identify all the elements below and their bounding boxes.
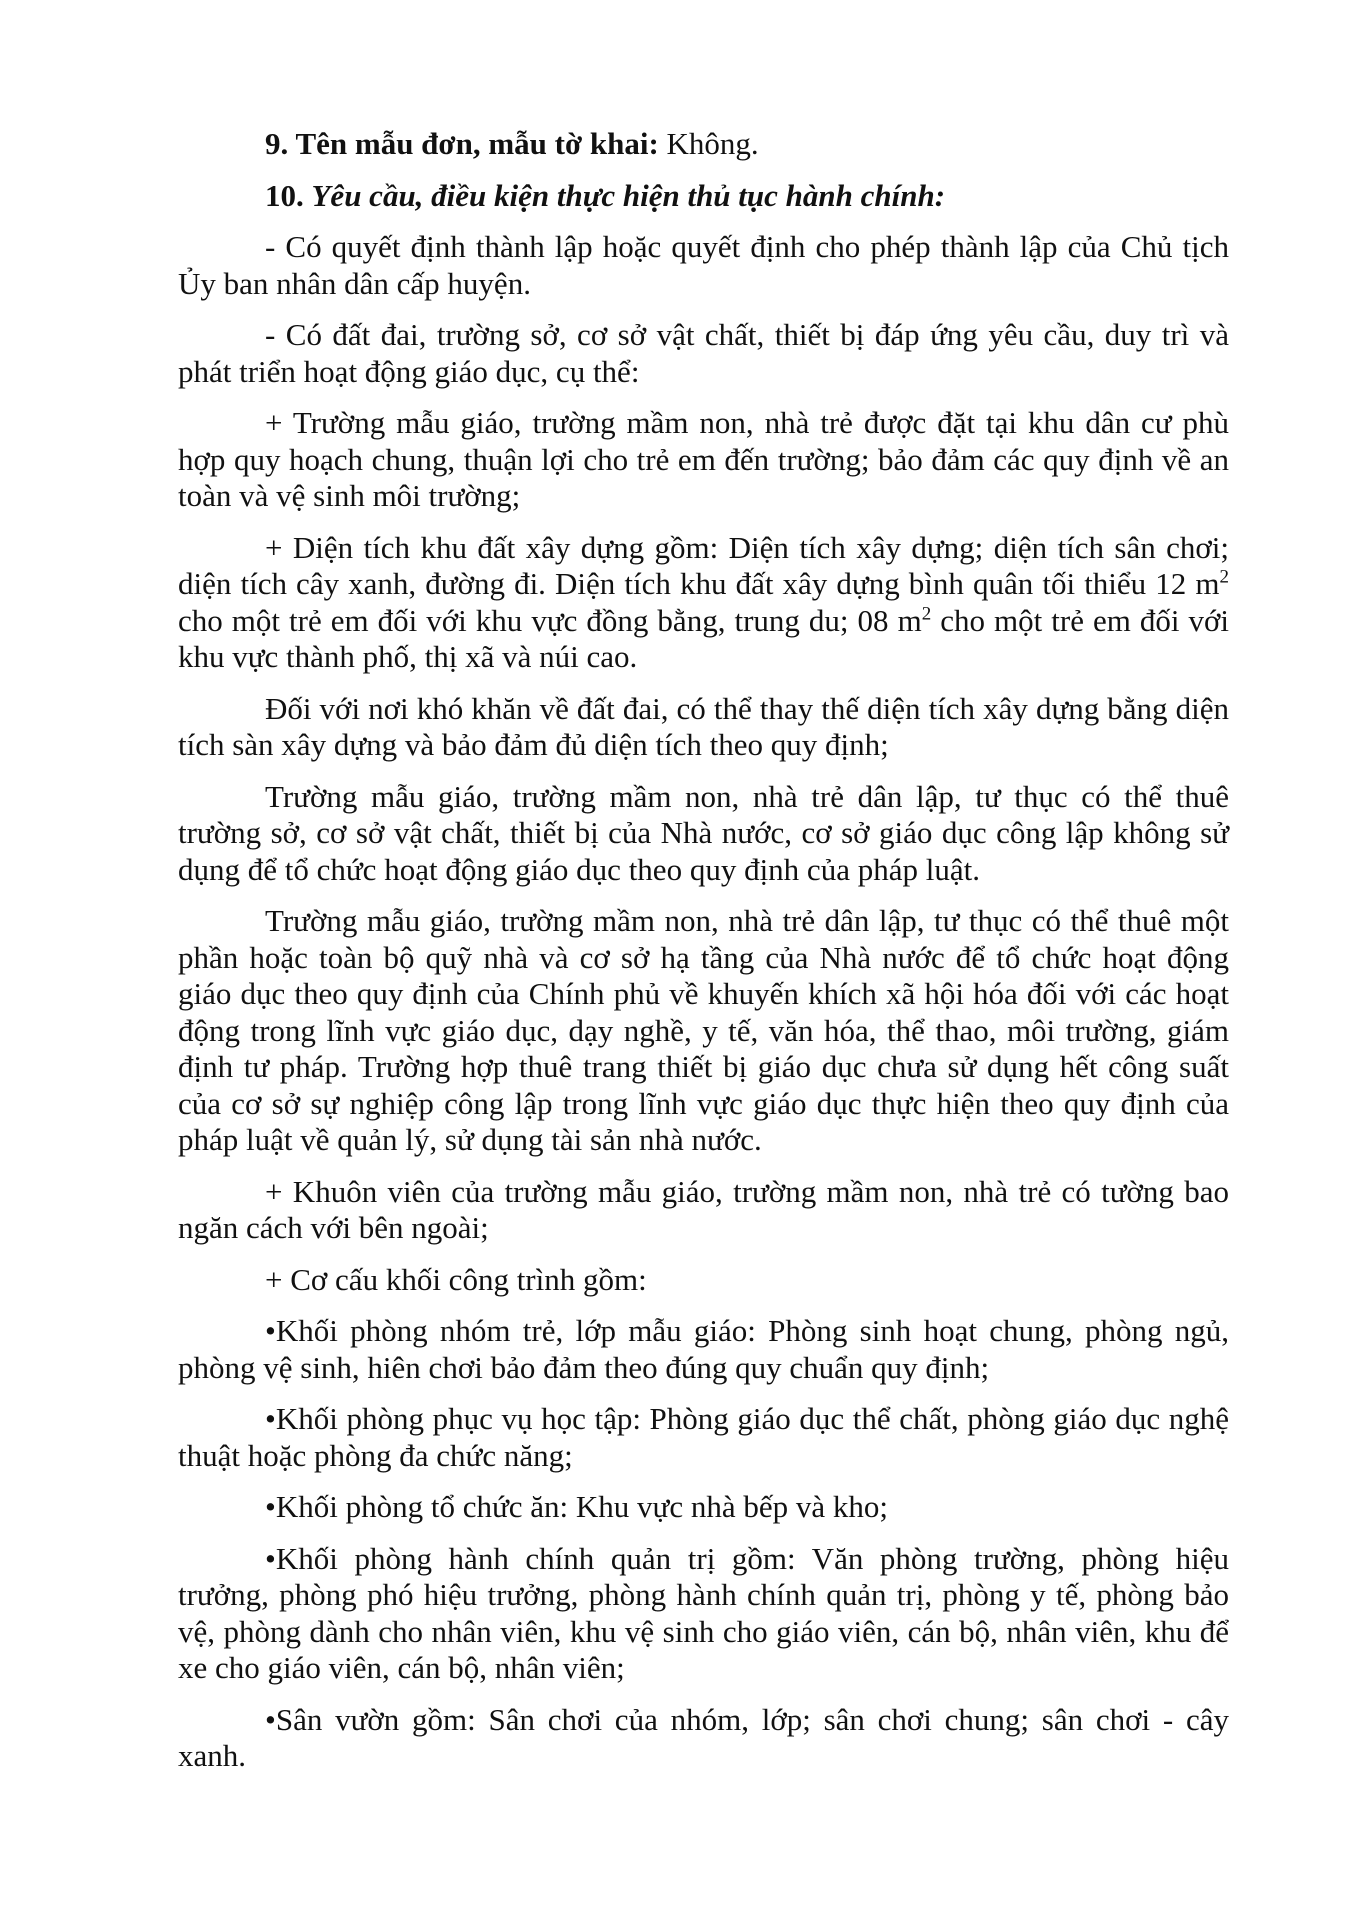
paragraph-difficult-land: Đối với nơi khó khăn về đất đai, có thể thay thế diện tích xây dựng bằng diện tích sàn xây dựng và bảo đảm đủ diện tích theo quy định; [178, 690, 1229, 762]
paragraph-rent-facilities: Trường mẫu giáo, trường mầm non, nhà trẻ dân lập, tư thục có thể thuê trường sở, cơ sở vật chất, thiết bị của Nhà nước, cơ sở giáo dục công lập không sử dụng để tổ chức hoạt động giáo dục theo quy định của pháp luật. [178, 778, 1229, 887]
paragraph-decision: - Có quyết định thành lập hoặc quyết định cho phép thành lập của Chủ tịch Ủy ban nhân dân cấp huyện. [178, 229, 1229, 301]
paragraph-rent-housing: Trường mẫu giáo, trường mầm non, nhà trẻ dân lập, tư thục có thể thuê một phần hoặc toàn bộ quỹ nhà và cơ sở hạ tầng của Nhà nước để tổ chức hoạt động giáo dục theo quy định của Chính phủ về khuyến khích xã hội hóa đối với các hoạt động trong lĩnh vực giáo dục, dạy nghề, y tế, văn hóa, thể thao, môi trường, giám định tư pháp. Trường hợp thuê trang thiết bị giáo dục chưa sử dụng hết công suất của cơ sở sự nghiệp công lập trong lĩnh vực giáo dục thực hiện theo quy định của pháp luật về quản lý, sử dụng tài sản nhà nước. [178, 903, 1229, 1157]
section-10-number: 10. [265, 177, 312, 213]
document-page [178, 126, 1229, 1790]
paragraph-location: + Trường mẫu giáo, trường mầm non, nhà trẻ được đặt tại khu dân cư phù hợp quy hoạch chung, thuận lợi cho trẻ em đến trường; bảo đảm các quy định về an toàn và vệ sinh môi trường; [178, 405, 1229, 513]
superscript-squared-2: 2 [921, 603, 932, 625]
section-10-heading [178, 178, 1229, 215]
section-9-label: 9. Tên mẫu đơn, mẫu tờ khai: [265, 126, 659, 161]
section-10-title: Yêu cầu, điều kiện thực hiện thủ tục hành chính: [311, 177, 946, 213]
paragraph-land-area [178, 530, 1229, 676]
land-area-text-c: cho một trẻ em đối với khu vực thành phố, thị xã và núi cao. [178, 602, 1230, 674]
paragraph-land-facilities: - Có đất đai, trường sở, cơ sở vật chất, thiết bị đáp ứng yêu cầu, duy trì và phát triển hoạt động giáo dục, cụ thể: [178, 317, 1229, 389]
bullet-admin-block: •Khối phòng hành chính quản trị gồm: Văn phòng trường, phòng hiệu trưởng, phòng phó hiệu trưởng, phòng hành chính quản trị, phòng y tế, phòng bảo vệ, phòng dành cho nhân viên, khu vệ sinh cho giáo viên, cán bộ, nhân viên, khu để xe cho giáo viên, cán bộ, nhân viên; [178, 1540, 1229, 1685]
land-area-text-a: + Diện tích khu đất xây dựng gồm: Diện tích xây dựng; diện tích sân chơi; diện tích cây xanh, đường đi. Diện tích khu đất xây dựng bình quân tối thiểu 12 m [178, 529, 1229, 601]
section-9-value: Không. [658, 126, 759, 161]
bullet-dining-block: •Khối phòng tổ chức ăn: Khu vực nhà bếp và kho; [265, 1489, 888, 1524]
bullet-learning-block: •Khối phòng phục vụ học tập: Phòng giáo dục thể chất, phòng giáo dục nghệ thuật hoặc phòng đa chức năng; [178, 1401, 1229, 1473]
paragraph-building-structure: + Cơ cấu khối công trình gồm: [265, 1261, 647, 1297]
superscript-squared-1: 2 [1219, 566, 1229, 588]
paragraph-campus-wall: + Khuôn viên của trường mẫu giáo, trường mầm non, nhà trẻ có tường bao ngăn cách với bên ngoài; [178, 1173, 1229, 1245]
bullet-classroom-block: •Khối phòng nhóm trẻ, lớp mẫu giáo: Phòng sinh hoạt chung, phòng ngủ, phòng vệ sinh, hiên chơi bảo đảm theo đúng quy chuẩn quy định; [178, 1313, 1229, 1385]
land-area-text-b: cho một trẻ em đối với khu vực đồng bằng, trung du; 08 m [178, 602, 922, 638]
bullet-garden: •Sân vườn gồm: Sân chơi của nhóm, lớp; sân chơi chung; sân chơi - cây xanh. [178, 1701, 1229, 1773]
section-9-line [178, 126, 1229, 163]
